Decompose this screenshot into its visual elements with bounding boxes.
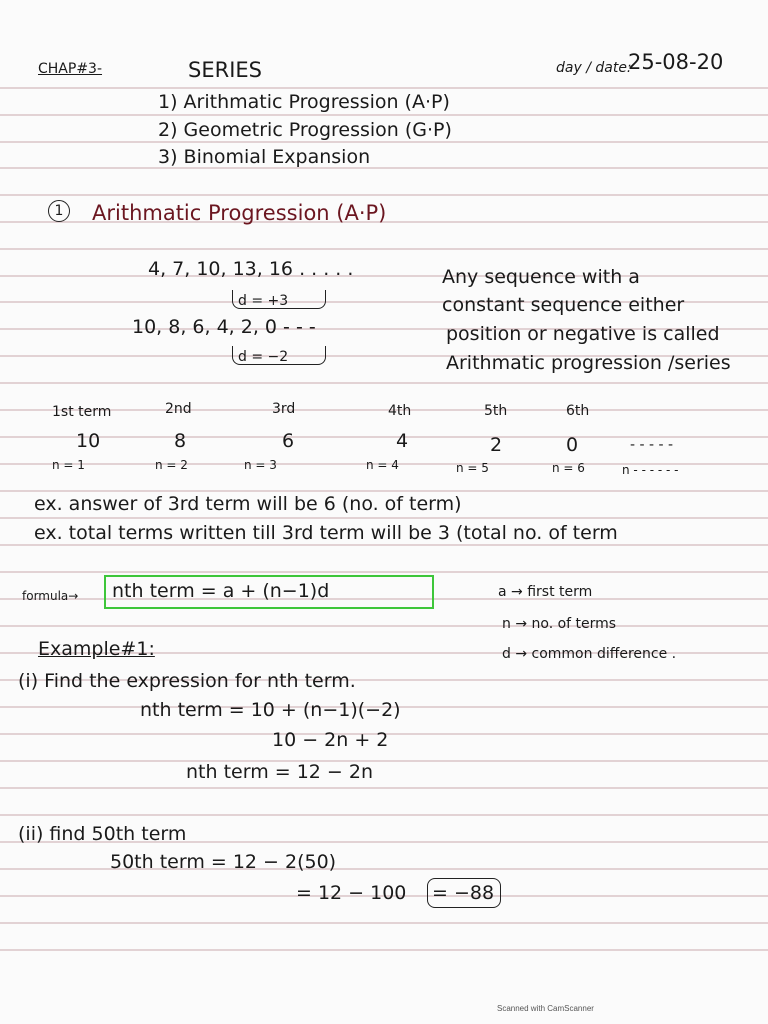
term-n-ellipsis: n - - - - - -: [622, 463, 679, 477]
question-2: (ii) find 50th term: [18, 823, 187, 845]
legend-item: n → no. of terms: [502, 616, 617, 632]
term-label: 1st term: [52, 404, 112, 420]
term-label: 2nd: [165, 401, 192, 417]
formula-expression: nth term = a + (n−1)d: [112, 580, 330, 602]
term-value: 8: [174, 430, 187, 452]
common-difference-1: d = +3: [238, 293, 289, 309]
difference-bracket: [232, 346, 326, 365]
term-label: 4th: [388, 403, 412, 419]
example-line: ex. answer of 3rd term will be 6 (no. of term): [34, 493, 462, 515]
solution-line: nth term = 10 + (n−1)(−2): [140, 699, 401, 721]
common-difference-2: d = −2: [238, 349, 289, 365]
topic-item: 2) Geometric Progression (G·P): [158, 119, 452, 141]
scanner-footer: Scanned with CamScanner: [497, 1004, 594, 1013]
question-1: (i) Find the expression for nth term.: [18, 670, 356, 692]
legend-item: d → common difference .: [502, 646, 677, 662]
term-n: n = 5: [456, 461, 489, 475]
term-n: n = 4: [366, 458, 399, 472]
page-title: SERIES: [188, 58, 262, 82]
date-label: day / date:: [556, 60, 632, 76]
solution-line: 50th term = 12 − 2(50): [110, 851, 337, 873]
solution-line: 10 − 2n + 2: [272, 729, 389, 751]
final-answer: = −88: [432, 882, 495, 904]
definition-line: Arithmatic progression /series: [446, 352, 731, 374]
term-value: 4: [396, 430, 409, 452]
legend-item: a → first term: [498, 584, 593, 600]
chapter-label: CHAP#3-: [38, 61, 103, 77]
term-n: n = 1: [52, 458, 85, 472]
term-n: n = 2: [155, 458, 188, 472]
example-line: ex. total terms written till 3rd term will be 3 (total no. of term: [34, 522, 618, 544]
definition-line: Any sequence with a: [442, 266, 640, 288]
term-value-ellipsis: - - - - -: [630, 437, 674, 453]
section-number: 1: [48, 200, 70, 222]
term-label: 5th: [484, 403, 508, 419]
solution-line: = 12 − 100: [296, 882, 407, 904]
term-value: 0: [566, 434, 579, 456]
formula-label: formula→: [22, 589, 79, 603]
term-label: 3rd: [272, 401, 296, 417]
definition-line: position or negative is called: [446, 323, 720, 345]
term-value: 6: [282, 430, 295, 452]
topic-item: 1) Arithmatic Progression (A·P): [158, 91, 450, 113]
term-n: n = 3: [244, 458, 277, 472]
difference-bracket: [232, 290, 326, 309]
term-label: 6th: [566, 403, 590, 419]
section-heading: Arithmatic Progression (A·P): [92, 201, 387, 225]
solution-line: nth term = 12 − 2n: [186, 761, 374, 783]
topic-item: 3) Binomial Expansion: [158, 146, 371, 168]
term-value: 10: [76, 430, 101, 452]
sequence-1: 4, 7, 10, 13, 16 . . . . .: [148, 258, 354, 280]
definition-line: constant sequence either: [442, 294, 685, 316]
term-n: n = 6: [552, 461, 585, 475]
sequence-2: 10, 8, 6, 4, 2, 0 - - -: [132, 316, 316, 338]
date-value: 25-08-20: [628, 50, 724, 74]
example-title: Example#1:: [38, 638, 155, 660]
term-value: 2: [490, 434, 503, 456]
